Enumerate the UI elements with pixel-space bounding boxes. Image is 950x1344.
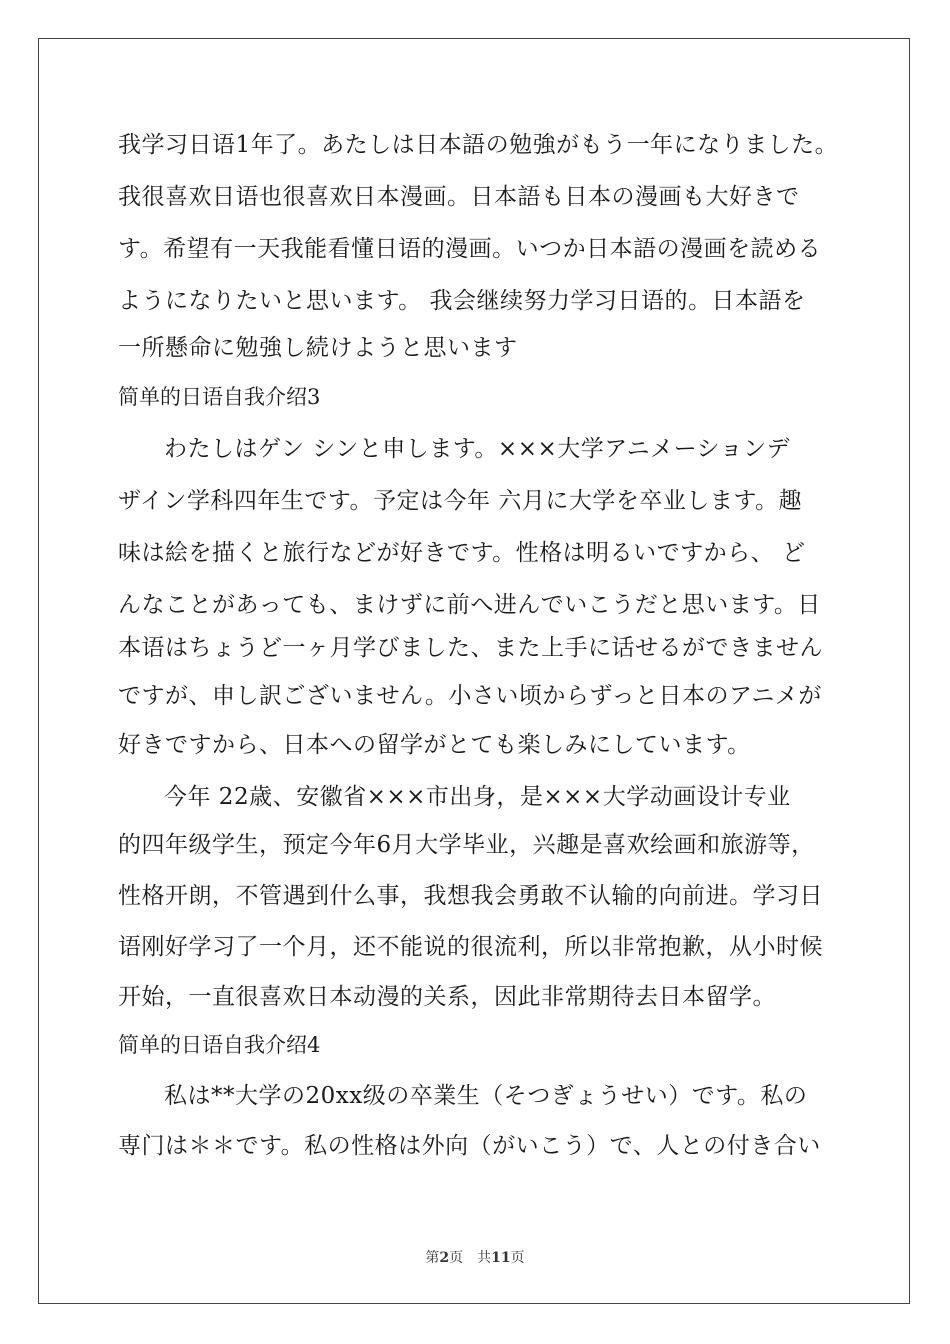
section-4-title: 简单的日语自我介绍4	[118, 1033, 321, 1057]
section-3-jp-line-1: わたしはゲン シンと申します。×××大学アニメーションデ	[164, 436, 791, 462]
section-3-cn-line-2: 的四年级学生，预定今年6月大学毕业，兴趣是喜欢绘画和旅游等，	[118, 832, 815, 858]
intro-line-2: 我很喜欢日语也很喜欢日本漫画。日本語も日本の漫画も大好きで	[118, 184, 800, 210]
section-3-jp-line-6: ですが、申し訳ございません。小さい顷からずっと日本のアニメが	[118, 683, 822, 709]
section-3-jp-line-7: 好きですから、日本への留学がとても楽しみにしています。	[118, 732, 751, 758]
page-footer	[0, 1247, 950, 1267]
footer-total-pages: 11	[491, 1250, 511, 1266]
section-3-cn-line-3: 性格开朗，不管遇到什么事，我想我会勇敢不认输的向前进。学习日	[118, 883, 823, 909]
section-3-jp-line-2: ザイン学科四年生です。予定は今年 六月に大学を卒业します。趣	[118, 488, 803, 514]
intro-line-5: 一所懸命に勉強し続けようと思います	[118, 335, 518, 361]
intro-line-1: 我学习日语1年了。あたしは日本語の勉強がもう一年になりました。	[118, 132, 839, 158]
intro-line-3: す。希望有一天我能看懂日语的漫画。いつか日本語の漫画を読める	[118, 236, 822, 262]
section-3-cn-line-4: 语刚好学习了一个月，还不能说的很流利，所以非常抱歉，从小时候	[118, 934, 823, 960]
section-3-jp-line-4: んなことがあっても、まけずに前へ进んでいこうだと思います。日	[118, 592, 821, 618]
section-3-jp-line-3: 味は絵を描くと旅行などが好きです。性格は明るいですから、 ど	[118, 540, 806, 566]
intro-line-4: ようになりたいと思います。 我会继续努力学习日语的。日本語を	[118, 288, 806, 314]
footer-suffix: 页	[510, 1250, 525, 1266]
footer-mid: 页 共	[449, 1250, 492, 1266]
section-3-cn-line-5: 开始，一直很喜欢日本动漫的关系，因此非常期待去日本留学。	[118, 984, 776, 1010]
section-3-cn-line-1: 今年 22歳、安徽省×××市出身，是×××大学动画设计专业	[164, 784, 791, 810]
page-border	[38, 38, 910, 1304]
section-4-jp-line-1: 私は**大学の20xx级の卒業生（そつぎょうせい）です。私の	[164, 1083, 808, 1109]
section-3-jp-line-5: 本语はちょうど一ヶ月学びました、また上手に话せるができません	[118, 635, 823, 661]
footer-prefix: 第	[425, 1250, 440, 1266]
section-3-title: 简单的日语自我介绍3	[118, 385, 321, 409]
footer-page-number: 2	[439, 1250, 450, 1266]
section-4-jp-line-2: 専门は＊＊です。私の性格は外向（がいこう）で、人との付き合い	[118, 1133, 821, 1159]
